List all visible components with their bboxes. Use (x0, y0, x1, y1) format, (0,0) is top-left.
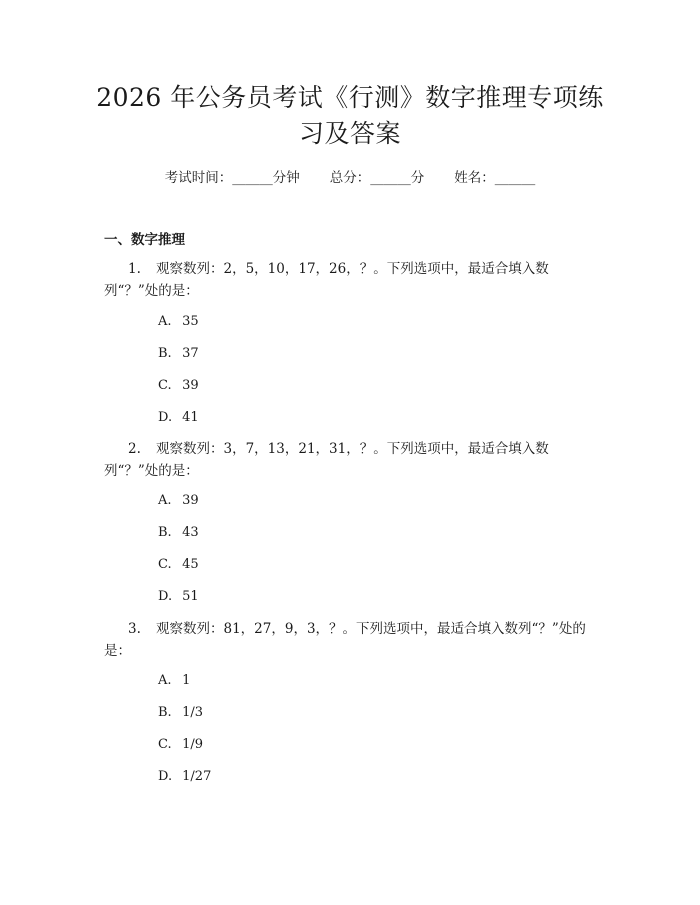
question-text: 观察数列：3，7，13，21，31，？。下列选项中，最适合填入数列“？”处的是： (104, 441, 549, 479)
option-value: 35 (182, 314, 199, 329)
question-2-option-b (158, 523, 199, 543)
option-label: A. (158, 493, 172, 508)
name-label: 姓名： (454, 170, 495, 186)
question-number: 2. (128, 441, 141, 457)
question-text: 观察数列：2，5，10，17，26，？。下列选项中，最适合填入数列“？”处的是： (104, 261, 549, 299)
question-1-option-d (158, 408, 199, 428)
option-value: 51 (182, 589, 199, 604)
title-line-1: 2026 年公务员考试《行测》数字推理专项练 (96, 83, 604, 112)
option-label: A. (158, 673, 172, 688)
option-label: B. (158, 346, 172, 361)
question-1-option-a (158, 312, 199, 332)
question-3 (104, 618, 596, 662)
question-2-option-d (158, 587, 199, 607)
question-1-option-b (158, 344, 199, 364)
option-label: D. (158, 410, 173, 425)
score-blank: ______ (370, 170, 411, 186)
option-value: 1/3 (182, 705, 204, 720)
question-number: 3. (128, 621, 141, 637)
option-value: 1/27 (182, 769, 212, 784)
option-label: B. (158, 525, 172, 540)
page-title (80, 80, 620, 152)
option-value: 1/9 (182, 737, 204, 752)
option-label: C. (158, 378, 172, 393)
time-unit: 分钟 (272, 170, 300, 186)
option-label: D. (158, 769, 173, 784)
question-number: 1. (128, 261, 141, 277)
option-value: 45 (182, 557, 199, 572)
title-line-2: 习及答案 (298, 119, 401, 148)
question-1-option-c (158, 376, 199, 396)
option-label: C. (158, 737, 172, 752)
option-label: B. (158, 705, 172, 720)
question-2 (104, 438, 596, 482)
time-blank: ______ (232, 170, 273, 186)
score-unit: 分 (410, 170, 425, 186)
question-3-option-c (158, 735, 203, 755)
exam-info-line (0, 168, 700, 188)
option-label: D. (158, 589, 173, 604)
option-label: C. (158, 557, 172, 572)
question-3-option-a (158, 671, 190, 691)
option-value: 43 (182, 525, 199, 540)
question-3-option-b (158, 703, 203, 723)
name-blank: ______ (494, 170, 536, 186)
question-3-option-d (158, 767, 211, 787)
option-value: 1 (182, 673, 191, 688)
section-title: 一、数字推理 (104, 232, 185, 248)
question-1 (104, 258, 596, 302)
option-label: A. (158, 314, 172, 329)
score-label: 总分： (329, 170, 371, 186)
question-2-option-a (158, 491, 199, 511)
time-label: 考试时间： (164, 170, 233, 186)
option-value: 39 (182, 378, 199, 393)
option-value: 41 (182, 410, 199, 425)
question-2-option-c (158, 555, 199, 575)
option-value: 37 (182, 346, 199, 361)
option-value: 39 (182, 493, 199, 508)
question-text: 观察数列：81，27，9，3，？。下列选项中，最适合填入数列“？”处的是： (104, 621, 586, 659)
